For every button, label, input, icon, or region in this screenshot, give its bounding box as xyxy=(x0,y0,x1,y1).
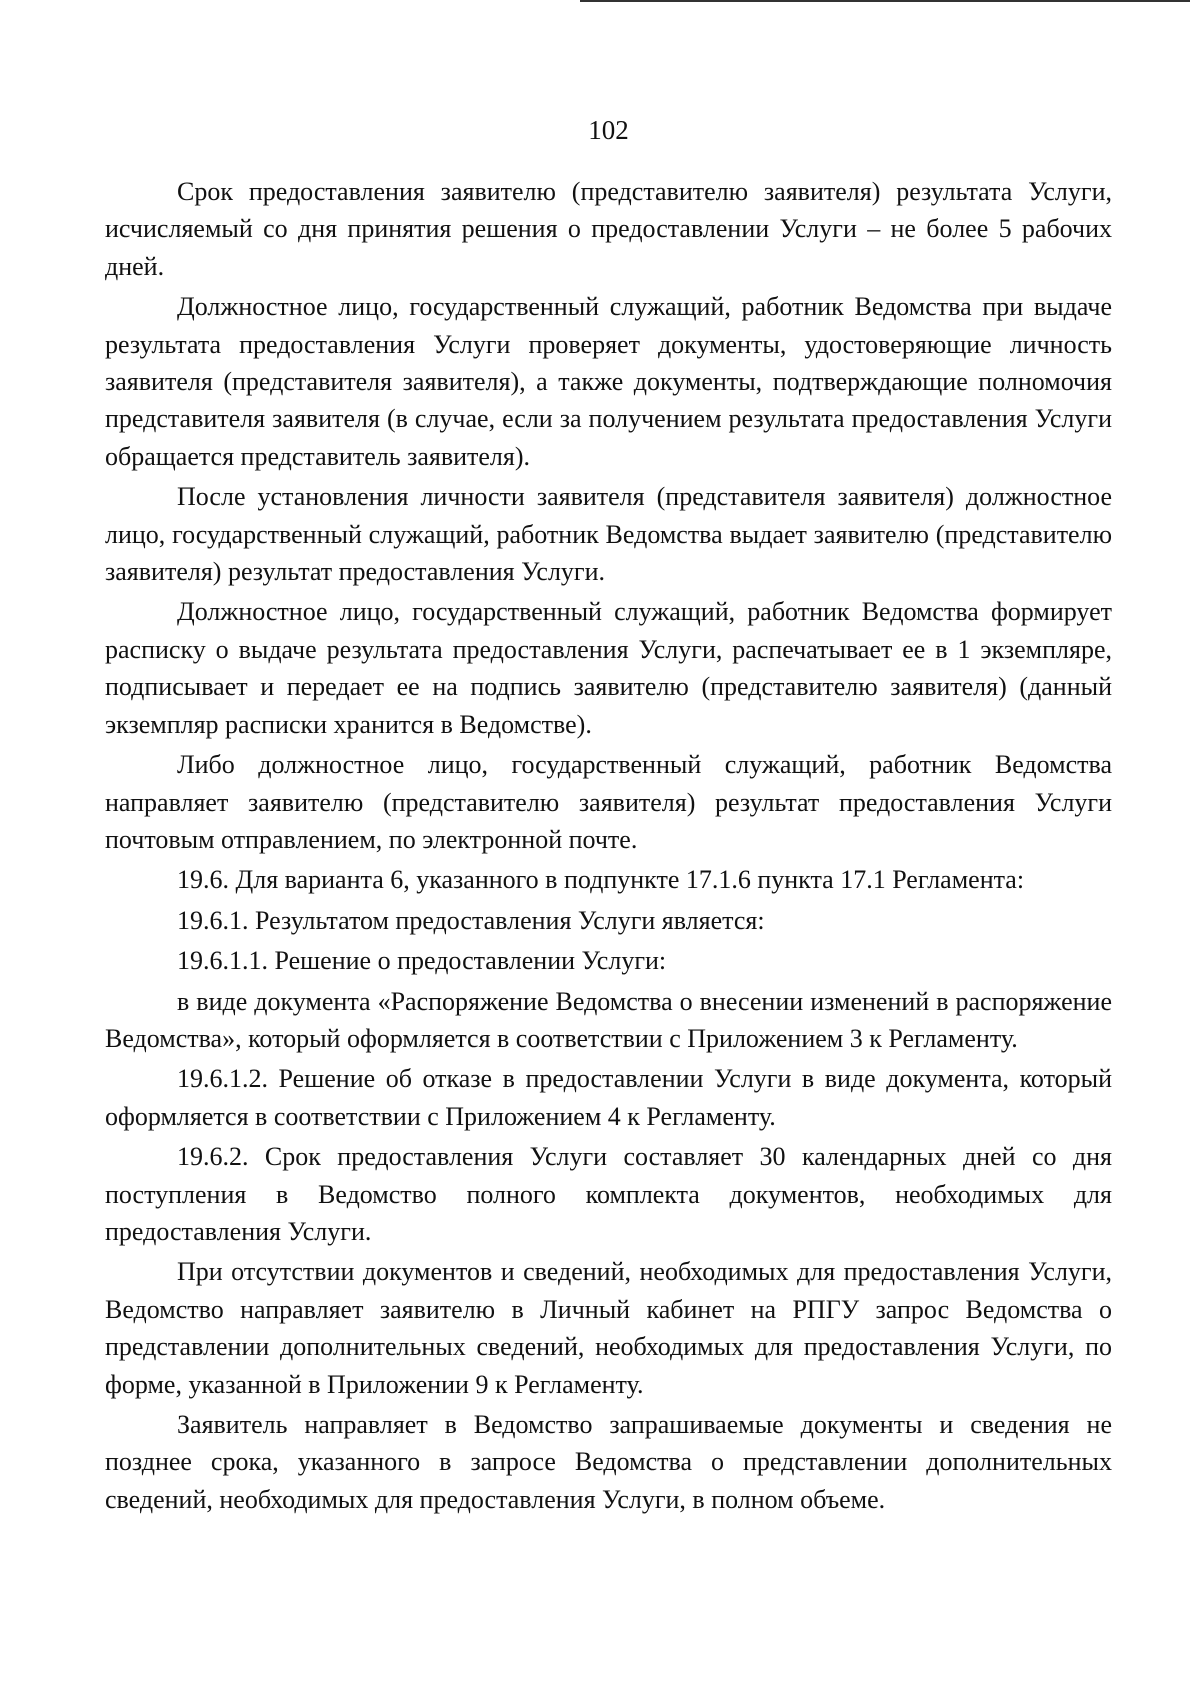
paragraph-identity-check: Должностное лицо, государственный служащий, работник Ведомства при выдаче результата предоставления Услуги проверяет документы, удостоверяющие личность заявителя (представителя заявителя), а также документы, подтверждающие полномочия представителя заявителя (в случае, если за получением результата предоставления Услуги обращается представитель заявителя). xyxy=(105,292,1112,471)
paragraph-19-6-1-1: 19.6.1.1. Решение о предоставлении Услуги: xyxy=(177,946,667,976)
paragraph-variant-6: 19.6. Для варианта 6, указанного в подпункте 17.1.6 пункта 17.1 Регламента: xyxy=(177,865,1025,895)
paragraph-missing-documents: При отсутствии документов и сведений, необходимых для предоставления Услуги, Ведомство направляет заявителю в Личный кабинет на РПГУ запрос Ведомства о представлении дополнительных сведений, необходимых для предоставления Услуги, по форме, указанной в Приложении 9 к Регламенту. xyxy=(105,1257,1112,1399)
document-page xyxy=(105,112,1112,1518)
paragraph-applicant-submits: Заявитель направляет в Ведомство запрашиваемые документы и сведения не позднее срока, указанного в запросе Ведомства о представлении дополнительных сведений, необходимых для предоставления Услуги, в полном объеме. xyxy=(105,1410,1112,1514)
paragraph-19-6-1-2: 19.6.1.2. Решение об отказе в предоставлении Услуги в виде документа, который оформляется в соответствии с Приложением 4 к Регламенту. xyxy=(105,1064,1112,1131)
paragraph-result-term: Срок предоставления заявителю (представителю заявителя) результата Услуги, исчисляемый со дня принятия решения о предоставлении Услуги – не более 5 рабочих дней. xyxy=(105,177,1112,281)
paragraph-receipt: Должностное лицо, государственный служащий, работник Ведомства формирует расписку о выдаче результата предоставления Услуги, распечатывает ее в 1 экземпляре, подписывает и передает ее на подпись заявителю (представителю заявителя) (данный экземпляр расписки хранится в Ведомстве). xyxy=(105,597,1112,739)
page-number: 102 xyxy=(588,115,629,145)
paragraph-postal-delivery: Либо должностное лицо, государственный служащий, работник Ведомства направляет заявителю (представителю заявителя) результат предоставления Услуги почтовым отправлением, по электронной почте. xyxy=(105,750,1112,854)
paragraph-order-document: в виде документа «Распоряжение Ведомства о внесении изменений в распоряжение Ведомства», который оформляется в соответствии с Приложением 3 к Регламенту. xyxy=(105,986,1112,1053)
paragraph-issue-result: После установления личности заявителя (представителя заявителя) должностное лицо, государственный служащий, работник Ведомства выдает заявителю (представителю заявителя) результат предоставления Услуги. xyxy=(105,482,1112,587)
paragraph-19-6-1: 19.6.1. Результатом предоставления Услуги является: xyxy=(177,905,765,935)
top-scan-rule xyxy=(580,0,1190,2)
paragraph-19-6-2: 19.6.2. Срок предоставления Услуги составляет 30 календарных дней со дня поступления в Ведомство полного комплекта документов, необходимых для предоставления Услуги. xyxy=(105,1142,1112,1246)
